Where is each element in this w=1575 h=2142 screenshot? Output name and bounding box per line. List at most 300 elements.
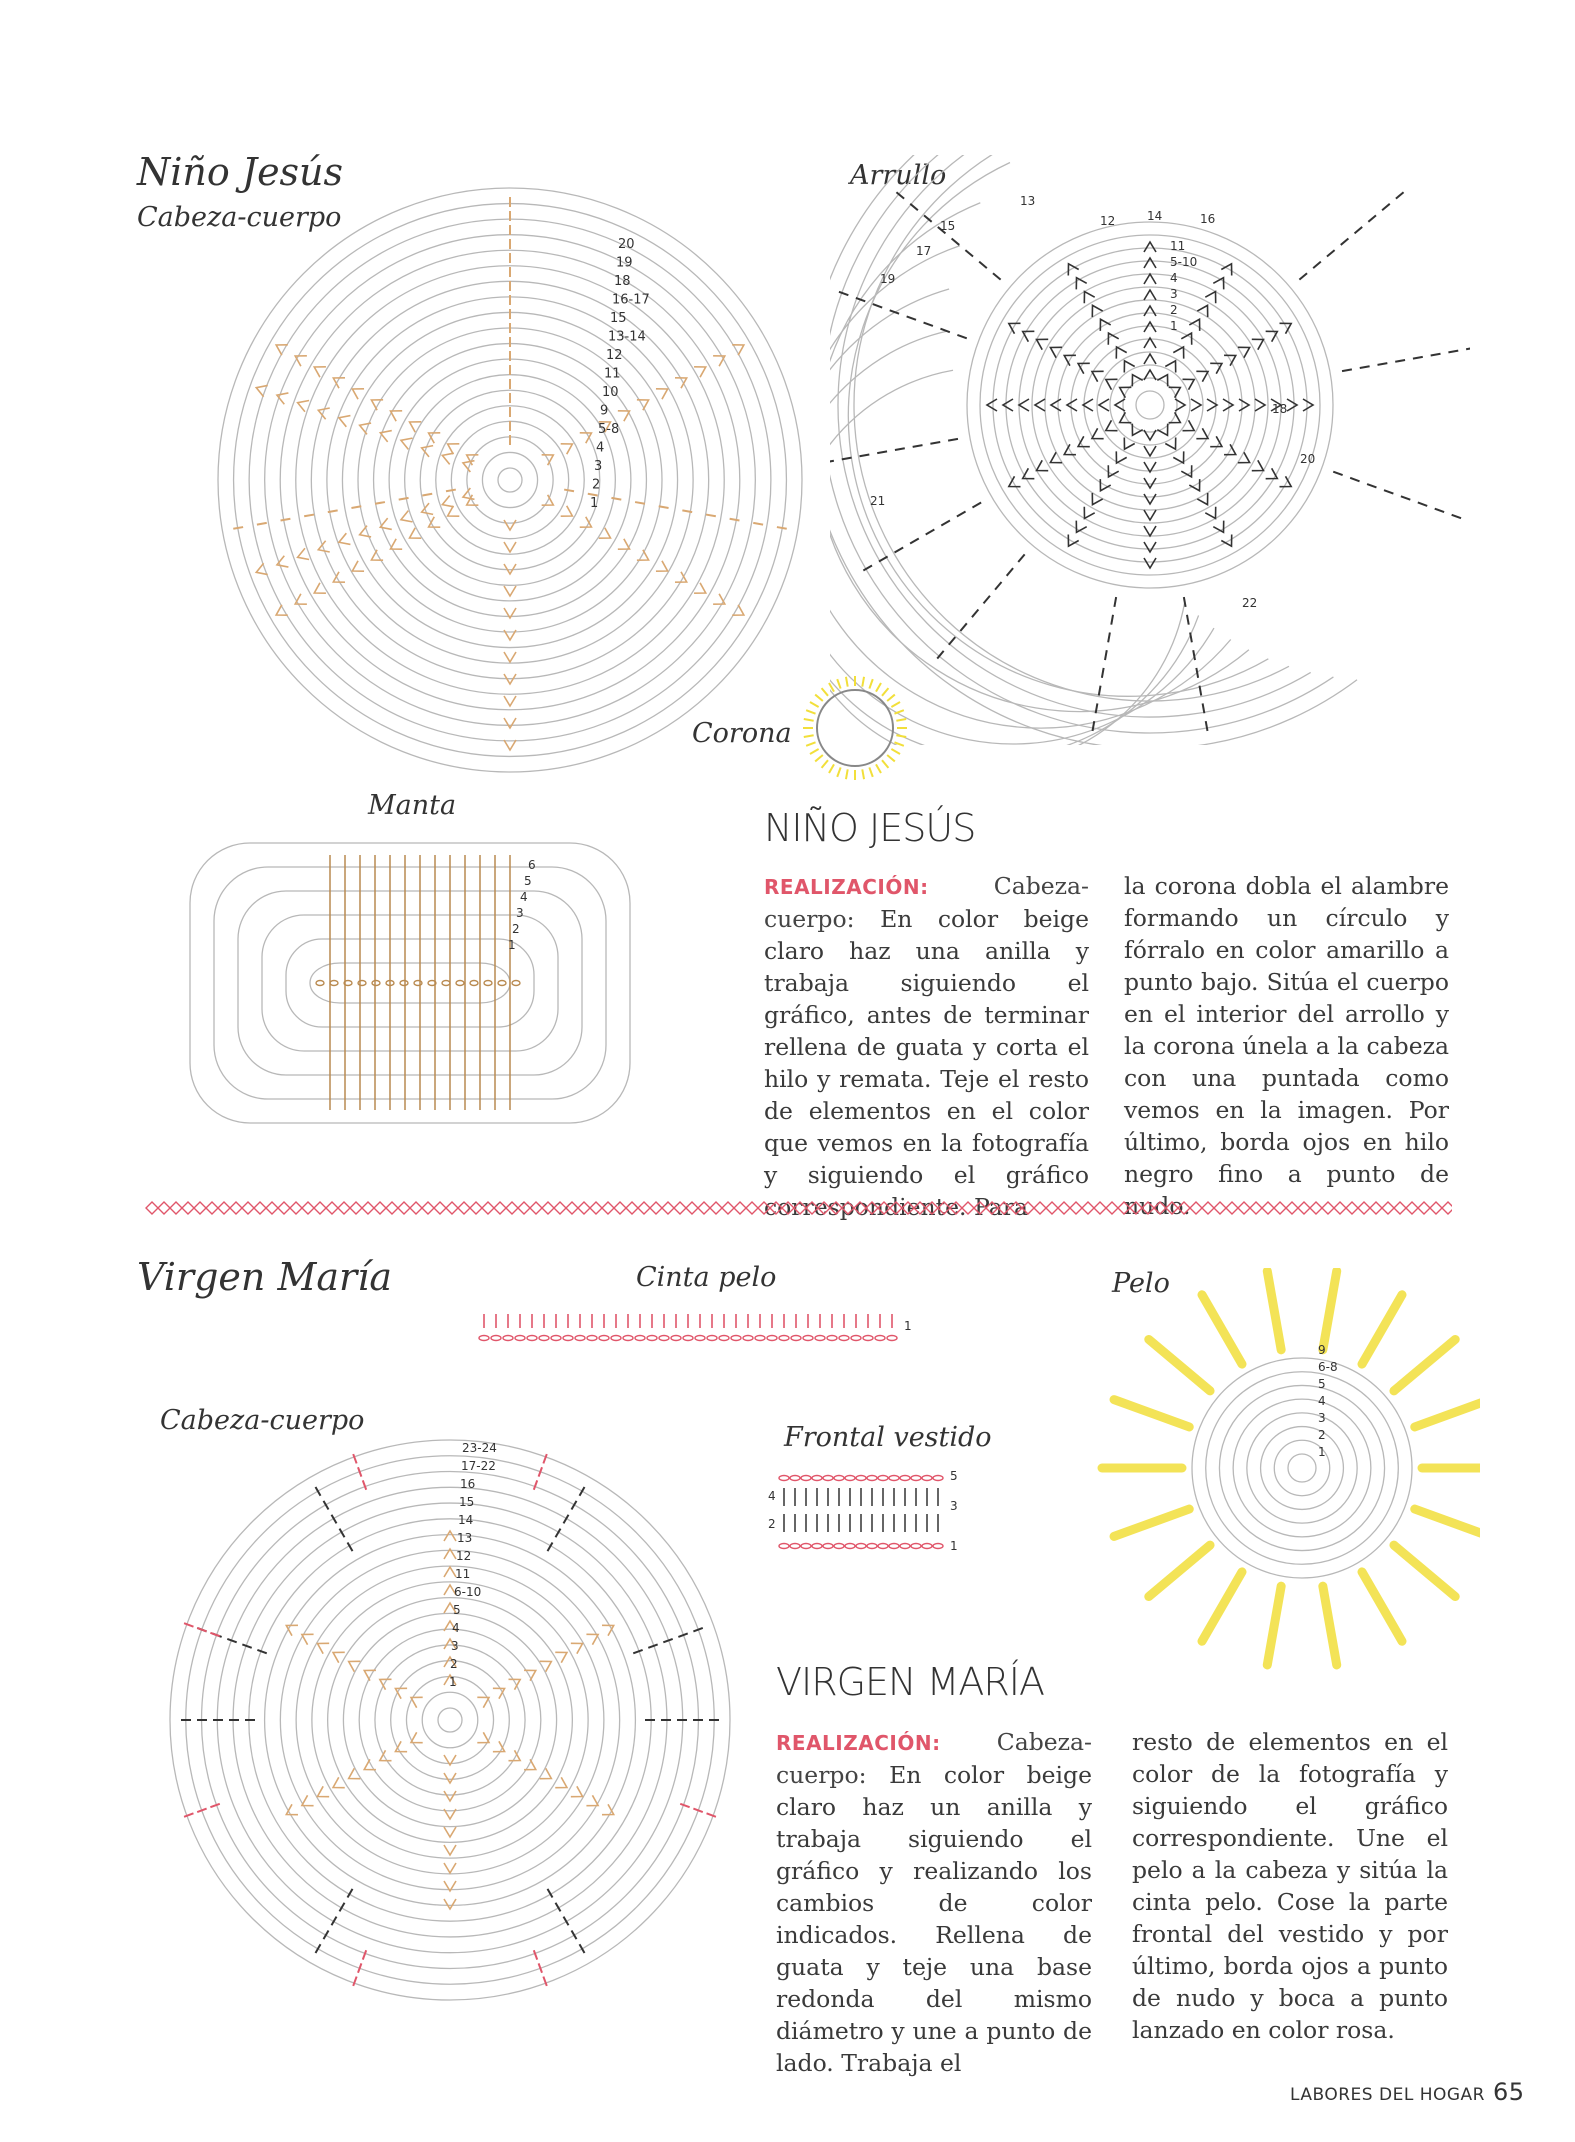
cinta-chain bbox=[839, 1336, 849, 1341]
divider-diamond bbox=[602, 1202, 614, 1214]
corona-stitch bbox=[806, 710, 815, 713]
nino-round-label: 20 bbox=[618, 237, 635, 252]
virgen-ring bbox=[312, 1582, 588, 1858]
frontal-chain bbox=[889, 1544, 899, 1549]
nino-mark bbox=[504, 652, 516, 662]
arrullo-mark bbox=[1144, 494, 1156, 504]
arrullo-mark bbox=[1144, 542, 1156, 552]
arrullo-mark bbox=[1116, 451, 1126, 463]
cinta-chain bbox=[575, 1336, 585, 1341]
frontal-chain bbox=[801, 1544, 811, 1549]
virgen-mark bbox=[210, 1633, 219, 1636]
virgen-mark bbox=[317, 1786, 329, 1796]
frontal-right-label: 3 bbox=[950, 1499, 958, 1513]
virgen-mark bbox=[477, 1732, 489, 1742]
nino-ring bbox=[265, 235, 756, 726]
arrullo-mark bbox=[1144, 242, 1156, 252]
corona-stitch bbox=[894, 742, 903, 745]
virgen-mark bbox=[411, 1697, 423, 1707]
divider-diamond bbox=[818, 1202, 830, 1214]
manta-ring bbox=[190, 843, 630, 1123]
virgen-ring bbox=[438, 1708, 462, 1732]
arrullo-mark bbox=[1377, 363, 1387, 365]
corona-chart bbox=[795, 668, 915, 788]
virgen-mark bbox=[540, 1768, 552, 1778]
arrullo-mark bbox=[1144, 274, 1156, 284]
nino-mark bbox=[360, 526, 371, 537]
virgen-ring bbox=[422, 1692, 478, 1748]
divider-diamond bbox=[554, 1202, 566, 1214]
divider-diamond bbox=[1274, 1202, 1286, 1214]
arrullo-outer-label: 21 bbox=[870, 494, 886, 508]
arrullo-mark bbox=[1035, 399, 1045, 411]
divider-diamond bbox=[782, 1202, 794, 1214]
nino-mark bbox=[352, 389, 364, 399]
arrullo-mark bbox=[1114, 597, 1116, 607]
pelo-title: Pelo bbox=[1112, 1268, 1170, 1299]
virgen-mark bbox=[353, 1454, 356, 1463]
frontal-chain bbox=[922, 1544, 932, 1549]
arrullo-center-label: 5-10 bbox=[1170, 255, 1198, 269]
manta-chain bbox=[414, 981, 422, 986]
arrullo-mark bbox=[1196, 668, 1198, 678]
frontal-chain bbox=[812, 1544, 822, 1549]
divider-diamond bbox=[434, 1202, 446, 1214]
virgen-ring bbox=[328, 1598, 573, 1843]
corona-stitch bbox=[837, 679, 840, 688]
frontal-chain bbox=[900, 1544, 910, 1549]
arrullo-mark bbox=[1067, 399, 1077, 411]
divider-diamond bbox=[194, 1202, 206, 1214]
cinta-chain bbox=[539, 1336, 549, 1341]
virgen-col1-text: En color beige claro haz un anilla y trabaja siguiendo el gráfico y realizando los cambios de color indicados. Rellena de guata y teje una base redonda del mismo diámetro y une a punto de lado. Trabaja el bbox=[776, 1761, 1092, 2077]
arrullo-inner-ring bbox=[1123, 378, 1177, 432]
arrullo-mark bbox=[948, 439, 958, 441]
pelo-strand bbox=[1267, 1271, 1281, 1350]
corona-stitch bbox=[815, 755, 823, 761]
pelo-strand bbox=[1149, 1339, 1210, 1390]
nino-mark bbox=[318, 541, 329, 552]
nino-mark bbox=[706, 515, 716, 517]
arrullo-mark bbox=[1144, 478, 1156, 488]
divider-diamond bbox=[914, 1202, 926, 1214]
manta-chain bbox=[470, 981, 478, 986]
arrullo-mark bbox=[1019, 399, 1029, 411]
divider-diamond bbox=[266, 1202, 278, 1214]
arrullo-mark bbox=[993, 273, 1001, 279]
virgen-mark bbox=[257, 1650, 266, 1653]
divider-diamond bbox=[1034, 1202, 1046, 1214]
arrullo-mark bbox=[972, 503, 981, 508]
arrullo-mark bbox=[913, 445, 923, 447]
divider-diamond bbox=[686, 1202, 698, 1214]
nino-mark bbox=[360, 423, 371, 434]
divider-diamond bbox=[662, 1202, 674, 1214]
nino-mark bbox=[504, 542, 516, 552]
nino-ring bbox=[467, 437, 553, 523]
cinta-chain bbox=[803, 1336, 813, 1341]
arrullo-mark bbox=[1111, 615, 1113, 625]
arrullo-mark bbox=[1173, 347, 1183, 359]
cinta-chain bbox=[875, 1336, 885, 1341]
pelo-strand bbox=[1202, 1572, 1242, 1641]
nino-mark bbox=[504, 696, 516, 706]
divider-diamond bbox=[1250, 1202, 1262, 1214]
virgen-round-label: 15 bbox=[459, 1495, 475, 1509]
divider-diamond bbox=[710, 1202, 722, 1214]
corona-stitch bbox=[862, 769, 864, 779]
divider-diamond bbox=[614, 1202, 626, 1214]
cinta-chain bbox=[683, 1336, 693, 1341]
corona-stitch bbox=[804, 735, 814, 737]
virgen-round-label: 23-24 bbox=[462, 1441, 497, 1455]
divider-diamond bbox=[1214, 1202, 1226, 1214]
divider-diamond bbox=[986, 1202, 998, 1214]
nino-mark bbox=[656, 561, 668, 571]
arrullo-mark bbox=[1023, 468, 1035, 478]
arrullo-mark bbox=[1144, 510, 1156, 520]
nino-mark bbox=[281, 519, 291, 521]
frontal-chain bbox=[823, 1476, 833, 1481]
divider-diamond bbox=[590, 1202, 602, 1214]
cinta-chain bbox=[635, 1336, 645, 1341]
virgen-round-label: 11 bbox=[455, 1567, 471, 1581]
nino-mark bbox=[318, 408, 329, 419]
nino-round-label: 13-14 bbox=[608, 329, 646, 345]
manta-round-label: 6 bbox=[528, 858, 536, 872]
virgen-mark bbox=[444, 1899, 456, 1909]
arrullo-mark bbox=[1003, 399, 1013, 411]
arrullo-inner-ring bbox=[1097, 352, 1203, 458]
pelo-strand bbox=[1394, 1339, 1455, 1390]
divider-diamond bbox=[758, 1202, 770, 1214]
arrullo-mark bbox=[995, 582, 1001, 590]
cinta-chain bbox=[611, 1336, 621, 1341]
pelo-ring bbox=[1219, 1385, 1384, 1550]
virgen-mark bbox=[210, 1804, 219, 1807]
arrullo-inner-ring bbox=[1084, 339, 1216, 471]
corona-stitch bbox=[829, 764, 834, 773]
virgen-mark bbox=[633, 1650, 642, 1653]
cinta-chain bbox=[743, 1336, 753, 1341]
pelo-strand bbox=[1323, 1271, 1337, 1350]
divider-diamond bbox=[1058, 1202, 1070, 1214]
divider-diamond bbox=[698, 1202, 710, 1214]
divider-diamond bbox=[1082, 1202, 1094, 1214]
frontal-chain bbox=[911, 1476, 921, 1481]
pelo-strand bbox=[1267, 1586, 1281, 1665]
virgen-col2-text: resto de elementos en el color de la fotografía y siguiendo el gráfico correspondiente. Une el pelo a la cabeza y sitúa la cinta pelo. Cose la parte frontal del vestido y por último, borda ojos a punto de nudo y boca a punto lanzado en color rosa. bbox=[1132, 1728, 1448, 2044]
arrullo-mark bbox=[965, 250, 973, 256]
divider-diamond bbox=[1286, 1202, 1298, 1214]
arrullo-mark bbox=[879, 557, 888, 562]
frontal-right-label: 5 bbox=[950, 1469, 958, 1483]
manta-chain bbox=[372, 981, 380, 986]
arrullo-mark bbox=[1018, 554, 1024, 562]
cinta-chain bbox=[491, 1336, 501, 1341]
arrullo-mark bbox=[1303, 399, 1313, 411]
nino-mark bbox=[753, 523, 763, 525]
arrullo-mark bbox=[1413, 357, 1423, 359]
pelo-ring bbox=[1247, 1413, 1357, 1523]
divider-diamond bbox=[1070, 1202, 1082, 1214]
cinta-chain bbox=[587, 1336, 597, 1341]
virgen-ring bbox=[249, 1519, 651, 1921]
virgen-round-label: 16 bbox=[460, 1477, 476, 1491]
nino-text-col2 bbox=[1124, 870, 1449, 1222]
arrullo-mark bbox=[1197, 305, 1207, 317]
cinta-chain bbox=[791, 1336, 801, 1341]
arrullo-mark bbox=[1239, 399, 1249, 411]
corona-stitch bbox=[896, 735, 906, 737]
virgen-mark bbox=[444, 1791, 456, 1801]
nino-mark bbox=[257, 523, 267, 525]
divider-diamond bbox=[650, 1202, 662, 1214]
frontal-chain bbox=[889, 1476, 899, 1481]
virgen-round-label: 5 bbox=[453, 1603, 461, 1617]
divider-diamond bbox=[494, 1202, 506, 1214]
corona-stitch bbox=[846, 769, 848, 779]
frontal-chain bbox=[900, 1476, 910, 1481]
divider-diamond bbox=[1334, 1202, 1346, 1214]
nino-round-label: 10 bbox=[602, 385, 619, 400]
virgen-realizacion-label: REALIZACIÓN: bbox=[776, 1731, 941, 1755]
arrullo-mark bbox=[1196, 428, 1208, 438]
arrullo-outer-arc bbox=[830, 246, 1231, 728]
pelo-strand bbox=[1323, 1586, 1337, 1665]
divider-diamond bbox=[362, 1202, 374, 1214]
arrullo-mark bbox=[1223, 399, 1233, 411]
arrullo-mark bbox=[1395, 360, 1405, 362]
manta-chain bbox=[316, 981, 324, 986]
corona-stitch bbox=[829, 683, 834, 692]
divider-diamond bbox=[254, 1202, 266, 1214]
divider-diamond bbox=[182, 1202, 194, 1214]
nino-round-label: 1 bbox=[590, 496, 599, 511]
virgen-round-label: 12 bbox=[456, 1549, 472, 1563]
manta-round-label: 4 bbox=[520, 890, 528, 904]
pelo-strand bbox=[1415, 1400, 1480, 1427]
nino-mark bbox=[656, 389, 668, 399]
manta-ring bbox=[214, 867, 606, 1099]
virgen-ring bbox=[280, 1550, 619, 1889]
divider-diamond bbox=[1118, 1202, 1130, 1214]
virgen-mark bbox=[477, 1697, 489, 1707]
divider-diamond bbox=[974, 1202, 986, 1214]
corona-ring bbox=[817, 690, 893, 766]
divider-diamond bbox=[1346, 1202, 1358, 1214]
pelo-round-label: 1 bbox=[1318, 1445, 1326, 1459]
arrullo-mark bbox=[1144, 322, 1156, 332]
divider-diamond bbox=[506, 1202, 518, 1214]
corona-stitch bbox=[876, 764, 881, 773]
arrullo-mark bbox=[1196, 371, 1208, 381]
arrullo-mark bbox=[1197, 493, 1207, 505]
arrullo-mark bbox=[1191, 399, 1201, 411]
section-divider bbox=[140, 1198, 1452, 1218]
arrullo-mark bbox=[1213, 521, 1223, 533]
corona-stitch bbox=[822, 760, 828, 768]
divider-diamond bbox=[218, 1202, 230, 1214]
divider-diamond bbox=[1382, 1202, 1394, 1214]
arrullo-inner-ring bbox=[1045, 300, 1255, 510]
frontal-chain bbox=[801, 1476, 811, 1481]
nino-mark bbox=[777, 527, 787, 529]
arrullo-mark bbox=[1023, 331, 1035, 341]
divider-diamond bbox=[458, 1202, 470, 1214]
arrullo-outer-label: 19 bbox=[880, 272, 896, 286]
arrullo-mark bbox=[1360, 366, 1370, 368]
pelo-strand bbox=[1149, 1545, 1210, 1596]
arrullo-mark bbox=[1144, 306, 1156, 316]
arrullo-mark bbox=[1435, 509, 1444, 512]
divider-diamond bbox=[578, 1202, 590, 1214]
cinta-chain bbox=[503, 1336, 513, 1341]
arrullo-chart bbox=[830, 155, 1470, 745]
divider-diamond bbox=[242, 1202, 254, 1214]
arrullo-mark bbox=[1327, 250, 1335, 256]
frontal-chain bbox=[933, 1544, 943, 1549]
virgen-mark bbox=[349, 1661, 361, 1671]
virgen-mark bbox=[444, 1827, 456, 1837]
nino-part-label: Cabeza-cuerpo: bbox=[764, 872, 1089, 933]
nino-heading: NIÑO JESÚS bbox=[764, 806, 976, 850]
virgen-mark bbox=[349, 1768, 361, 1778]
arrullo-center-label: 4 bbox=[1170, 271, 1178, 285]
arrullo-mark bbox=[1096, 703, 1098, 713]
arrullo-mark bbox=[957, 512, 966, 517]
frontal-chain bbox=[779, 1544, 789, 1549]
arrullo-outer-arc bbox=[838, 155, 1311, 717]
divider-diamond bbox=[1430, 1202, 1442, 1214]
cinta-chain bbox=[755, 1336, 765, 1341]
manta-chart bbox=[180, 835, 640, 1135]
arrullo-mark bbox=[1173, 451, 1183, 463]
divider-diamond bbox=[830, 1202, 842, 1214]
divider-diamond bbox=[1406, 1202, 1418, 1214]
nino-mark bbox=[694, 367, 706, 377]
virgen-ring bbox=[265, 1535, 636, 1906]
pelo-round-label: 9 bbox=[1318, 1343, 1326, 1357]
arrullo-mark bbox=[1466, 348, 1470, 350]
nino-mark bbox=[659, 506, 669, 508]
arrullo-mark bbox=[910, 539, 919, 544]
divider-diamond bbox=[1178, 1202, 1190, 1214]
frontal-right-label: 1 bbox=[950, 1539, 958, 1553]
frontal-chain bbox=[812, 1476, 822, 1481]
divider-diamond bbox=[410, 1202, 422, 1214]
arrullo-mark bbox=[1313, 262, 1321, 268]
nino-round-label: 19 bbox=[616, 255, 633, 271]
arrullo-inner-ring bbox=[1006, 261, 1294, 549]
nino-mark bbox=[339, 416, 350, 427]
divider-diamond bbox=[290, 1202, 302, 1214]
arrullo-mark bbox=[1105, 650, 1107, 660]
virgen-part-label: Cabeza-cuerpo: bbox=[776, 1728, 1092, 1789]
cinta-round-label: 1 bbox=[904, 1319, 912, 1333]
corona-stitch bbox=[896, 719, 906, 721]
nino-text-col1 bbox=[764, 870, 1089, 1223]
arrullo-mark bbox=[1108, 632, 1110, 642]
arrullo-mark bbox=[1238, 452, 1250, 462]
pelo-round-label: 6-8 bbox=[1318, 1360, 1338, 1374]
corona-stitch bbox=[810, 749, 819, 754]
divider-diamond bbox=[1370, 1202, 1382, 1214]
nino-round-label: 11 bbox=[604, 366, 621, 382]
virgen-mark bbox=[302, 1795, 314, 1805]
pelo-strand bbox=[1362, 1572, 1402, 1641]
page-footer bbox=[1290, 2078, 1525, 2106]
arrullo-mark bbox=[1144, 446, 1156, 456]
arrullo-mark bbox=[1401, 496, 1410, 499]
manta-chain bbox=[400, 981, 408, 986]
divider-diamond bbox=[1154, 1202, 1166, 1214]
arrullo-mark bbox=[1076, 278, 1086, 290]
cinta-chain bbox=[623, 1336, 633, 1341]
divider-diamond bbox=[1418, 1202, 1430, 1214]
frontal-chart bbox=[760, 1466, 980, 1576]
arrullo-mark bbox=[1144, 558, 1156, 568]
arrullo-mark bbox=[859, 454, 869, 456]
nino-mark bbox=[564, 490, 574, 492]
arrullo-mark bbox=[984, 596, 990, 604]
arrullo-mark bbox=[1396, 192, 1404, 198]
arrullo-mark bbox=[1368, 215, 1376, 221]
arrullo-mark bbox=[910, 204, 918, 210]
virgen-round-label: 2 bbox=[450, 1657, 458, 1671]
arrullo-outer-label: 15 bbox=[940, 219, 956, 233]
frontal-chain bbox=[834, 1544, 844, 1549]
arrullo-mark bbox=[1099, 399, 1109, 411]
arrullo-outer-label: 14 bbox=[1147, 209, 1163, 223]
divider-diamond bbox=[302, 1202, 314, 1214]
virgen-mark bbox=[540, 1661, 552, 1671]
divider-diamond bbox=[446, 1202, 458, 1214]
manta-ring bbox=[286, 939, 534, 1027]
cinta-chain bbox=[659, 1336, 669, 1341]
divider-diamond bbox=[926, 1202, 938, 1214]
arrullo-mark bbox=[895, 448, 905, 450]
virgen-round-label: 13 bbox=[457, 1531, 473, 1545]
frontal-chain bbox=[823, 1544, 833, 1549]
divider-diamond bbox=[962, 1202, 974, 1214]
arrullo-mark bbox=[1092, 493, 1102, 505]
divider-diamond bbox=[1442, 1202, 1452, 1214]
manta-chain bbox=[330, 981, 338, 986]
virgen-mark bbox=[444, 1773, 456, 1783]
cinta-chain bbox=[731, 1336, 741, 1341]
divider-diamond bbox=[878, 1202, 890, 1214]
arrullo-outer-arc bbox=[848, 163, 1268, 697]
virgen-cabeza-chart bbox=[160, 1428, 740, 2008]
manta-chain bbox=[484, 981, 492, 986]
arrullo-mark bbox=[1287, 399, 1297, 411]
cinta-title: Cinta pelo bbox=[636, 1262, 777, 1293]
corona-stitch bbox=[810, 702, 819, 707]
arrullo-mark bbox=[1092, 428, 1104, 438]
nino-mark bbox=[304, 515, 314, 517]
virgen-mark bbox=[363, 1950, 366, 1959]
arrullo-mark bbox=[1418, 502, 1427, 505]
virgen-mark bbox=[586, 1795, 598, 1805]
nino-mark bbox=[314, 367, 326, 377]
corona-stitch bbox=[887, 695, 895, 701]
frontal-chain bbox=[790, 1544, 800, 1549]
arrullo-mark bbox=[1384, 490, 1393, 493]
divider-diamond bbox=[806, 1202, 818, 1214]
corona-stitch bbox=[894, 710, 903, 713]
nino-round-label: 16-17 bbox=[612, 292, 650, 308]
